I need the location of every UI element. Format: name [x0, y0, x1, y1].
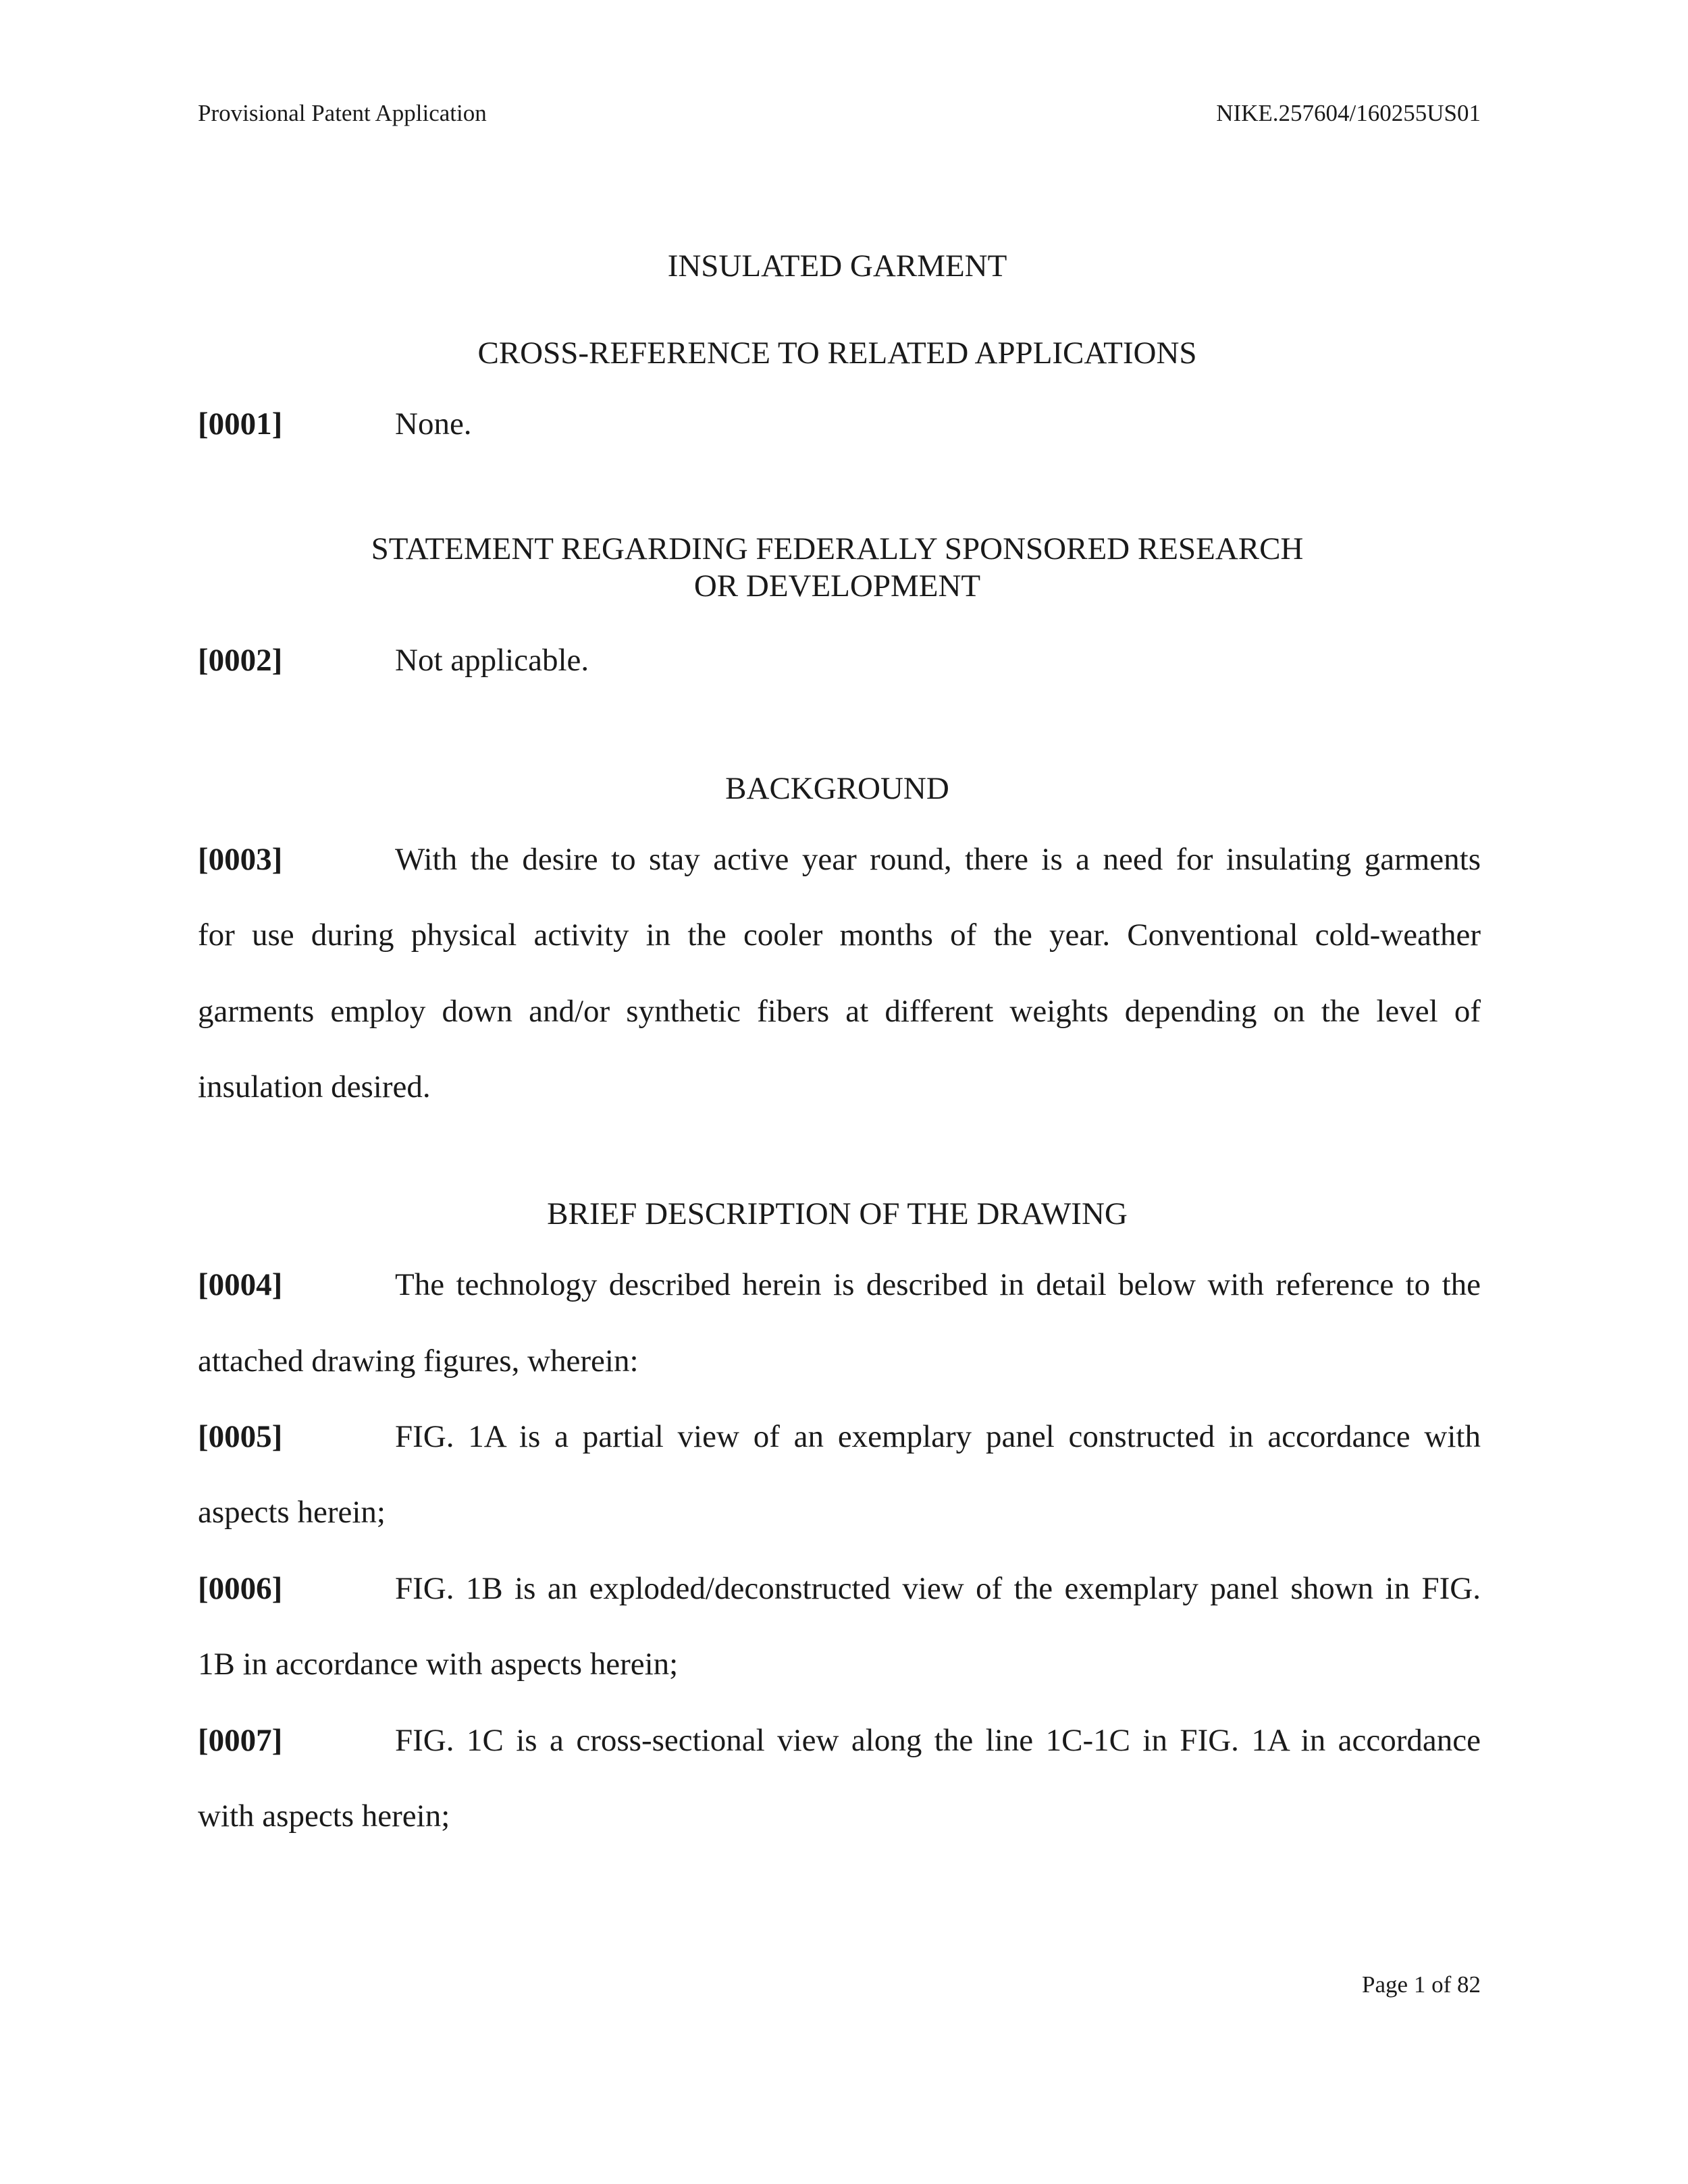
paragraph-0004-line1: The technology described herein is described in detail below with reference to the	[395, 1267, 1481, 1302]
paragraph-0003-line3: garments employ down and/or synthetic fibers at different weights depending on the level of	[198, 994, 1481, 1029]
paragraph-number-0001: [0001]	[198, 406, 283, 442]
paragraph-0001-text: None.	[395, 406, 472, 442]
paragraph-0004-line2: attached drawing figures, wherein:	[198, 1343, 639, 1379]
header-document-type: Provisional Patent Application	[198, 100, 487, 126]
paragraph-number-0002: [0002]	[198, 643, 283, 678]
cross-reference-heading: CROSS-REFERENCE TO RELATED APPLICATIONS	[477, 336, 1197, 371]
paragraph-0007-line1: FIG. 1C is a cross-sectional view along the line 1C-1C in FIG. 1A in accordance	[395, 1723, 1481, 1758]
federal-research-heading-line1: STATEMENT REGARDING FEDERALLY SPONSORED RESEARCH	[371, 531, 1304, 566]
paragraph-0007-line2: with aspects herein;	[198, 1799, 450, 1834]
paragraph-0006-line1: FIG. 1B is an exploded/deconstructed view of the exemplary panel shown in FIG.	[395, 1571, 1481, 1606]
paragraph-number-0007: [0007]	[198, 1723, 283, 1758]
paragraph-0006-line2: 1B in accordance with aspects herein;	[198, 1647, 679, 1682]
paragraph-number-0003: [0003]	[198, 842, 283, 877]
brief-description-heading: BRIEF DESCRIPTION OF THE DRAWING	[547, 1196, 1128, 1231]
paragraph-0003-line1: With the desire to stay active year round, there is a need for insulating garments	[395, 842, 1481, 877]
paragraph-0003-line4: insulation desired.	[198, 1069, 431, 1104]
document-title: INSULATED GARMENT	[667, 248, 1007, 284]
page-number: Page 1 of 82	[1362, 1971, 1481, 1998]
paragraph-number-0004: [0004]	[198, 1267, 283, 1302]
paragraph-0005-line2: aspects herein;	[198, 1495, 386, 1530]
paragraph-number-0006: [0006]	[198, 1571, 283, 1606]
paragraph-0005-line1: FIG. 1A is a partial view of an exemplary panel constructed in accordance with	[395, 1419, 1481, 1454]
header-docket-number: NIKE.257604/160255US01	[1216, 100, 1481, 126]
paragraph-0003-line2: for use during physical activity in the cooler months of the year. Conventional cold-weather	[198, 917, 1481, 953]
paragraph-number-0005: [0005]	[198, 1419, 283, 1454]
background-heading: BACKGROUND	[725, 771, 949, 806]
paragraph-0002-text: Not applicable.	[395, 643, 589, 678]
federal-research-heading-line2: OR DEVELOPMENT	[693, 568, 981, 604]
